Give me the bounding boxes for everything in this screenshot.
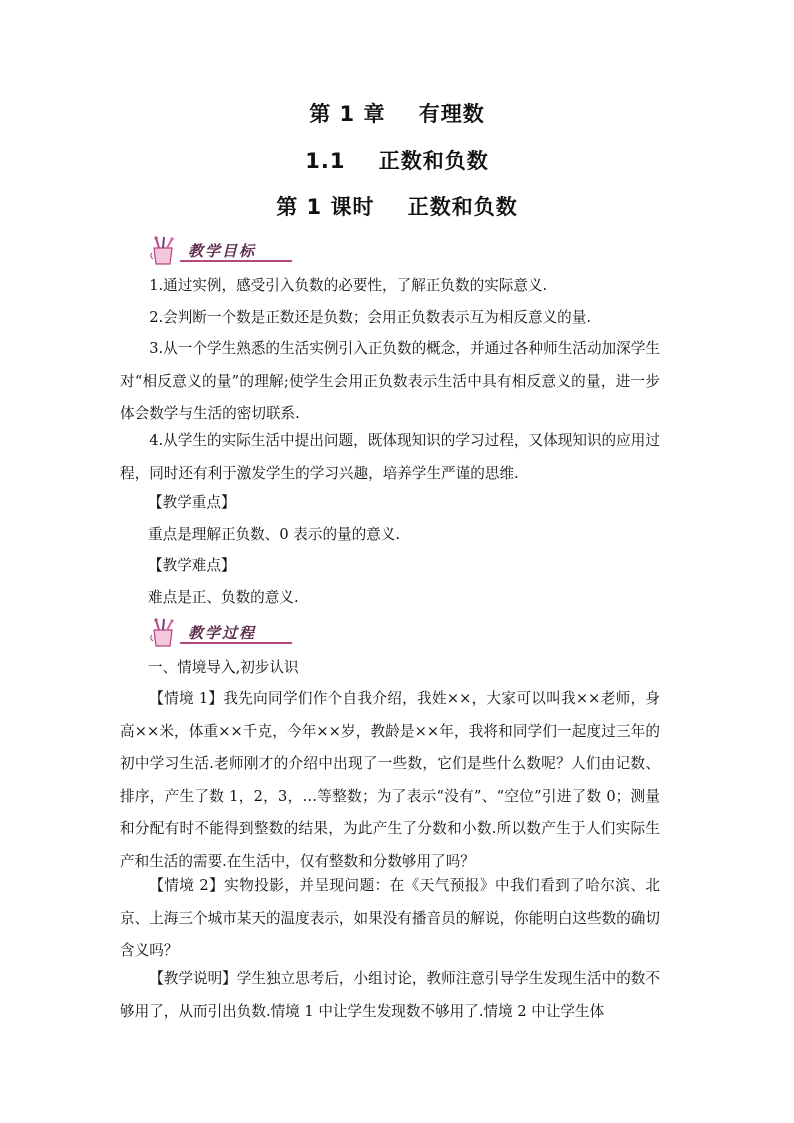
goal-item-1: 1.通过实例，感受引入负数的必要性，了解正负数的实际意义.: [149, 277, 548, 294]
goals-heading-label: 教学目标: [188, 242, 257, 260]
difficult-point-label: 【教学难点】: [148, 557, 236, 574]
goals-heading: [148, 236, 268, 266]
pencil-cup-icon: [148, 236, 182, 266]
chapter-title: 第 1 章 有理数: [309, 102, 485, 126]
lesson-title: 第 1 课时 正数和负数: [276, 195, 518, 219]
goal-item-3: 3.从一个学生熟悉的生活实例引入正负数的概念，并通过各种师生活动加深学生对“相反意义的量”的理解;使学生会用正负数表示生活中具有相反意义的量，进一步体会数学与生活的密切联系.: [120, 340, 660, 422]
step1-title: 一、情境导入,初步认识: [148, 659, 299, 676]
goal-item-2: 2.会判断一个数是正数还是负数；会用正负数表示互为相反意义的量.: [149, 309, 591, 326]
difficult-point-text: 难点是正、负数的意义.: [148, 589, 299, 606]
process-heading: [148, 618, 268, 648]
goal-item-4: 4.从学生的实际生活中提出问题，既体现知识的学习过程，又体现知识的应用过程，同时还有利于激发学生的学习兴趣，培养学生严谨的思维.: [120, 432, 660, 482]
pencil-cup-icon: [148, 618, 182, 648]
key-point-label: 【教学重点】: [148, 494, 236, 511]
heading-underline: [180, 260, 292, 262]
process-heading-label: 教学过程: [188, 624, 257, 642]
scenario-2: 【情境 2】实物投影，并呈现问题：在《天气预报》中我们看到了哈尔滨、北京、上海三个城市某天的温度表示，如果没有播音员的解说，你能明白这些数的确切含义吗？: [120, 877, 660, 959]
heading-underline: [180, 642, 292, 644]
section-title: 1.1 正数和负数: [305, 149, 489, 173]
scenario-1: 【情境 1】我先向同学们作个自我介绍，我姓××，大家可以叫我××老师，身高××米，体重××千克，今年××岁，教龄是××年，我将和同学们一起度过三年的初中学习生活.老师刚才的介绍中出现了一些数，它们是些什么数呢？人们由记数、排序，产生了数 1，2，3，…等整数；为了表示“没有”、“空位”引进了数 0；测量和分配有时不能得到整数的结果，为此产生了分数和小数.所以数产生于人们实际生产和生活的需要.在生活中，仅有整数和分数够用了吗？: [120, 690, 660, 870]
key-point-text: 重点是理解正负数、0 表示的量的意义.: [148, 526, 401, 543]
teaching-note: 【教学说明】学生独立思考后，小组讨论，教师注意引导学生发现生活中的数不够用了，从而引出负数.情境 1 中让学生发现数不够用了.情境 2 中让学生体: [120, 970, 660, 1020]
